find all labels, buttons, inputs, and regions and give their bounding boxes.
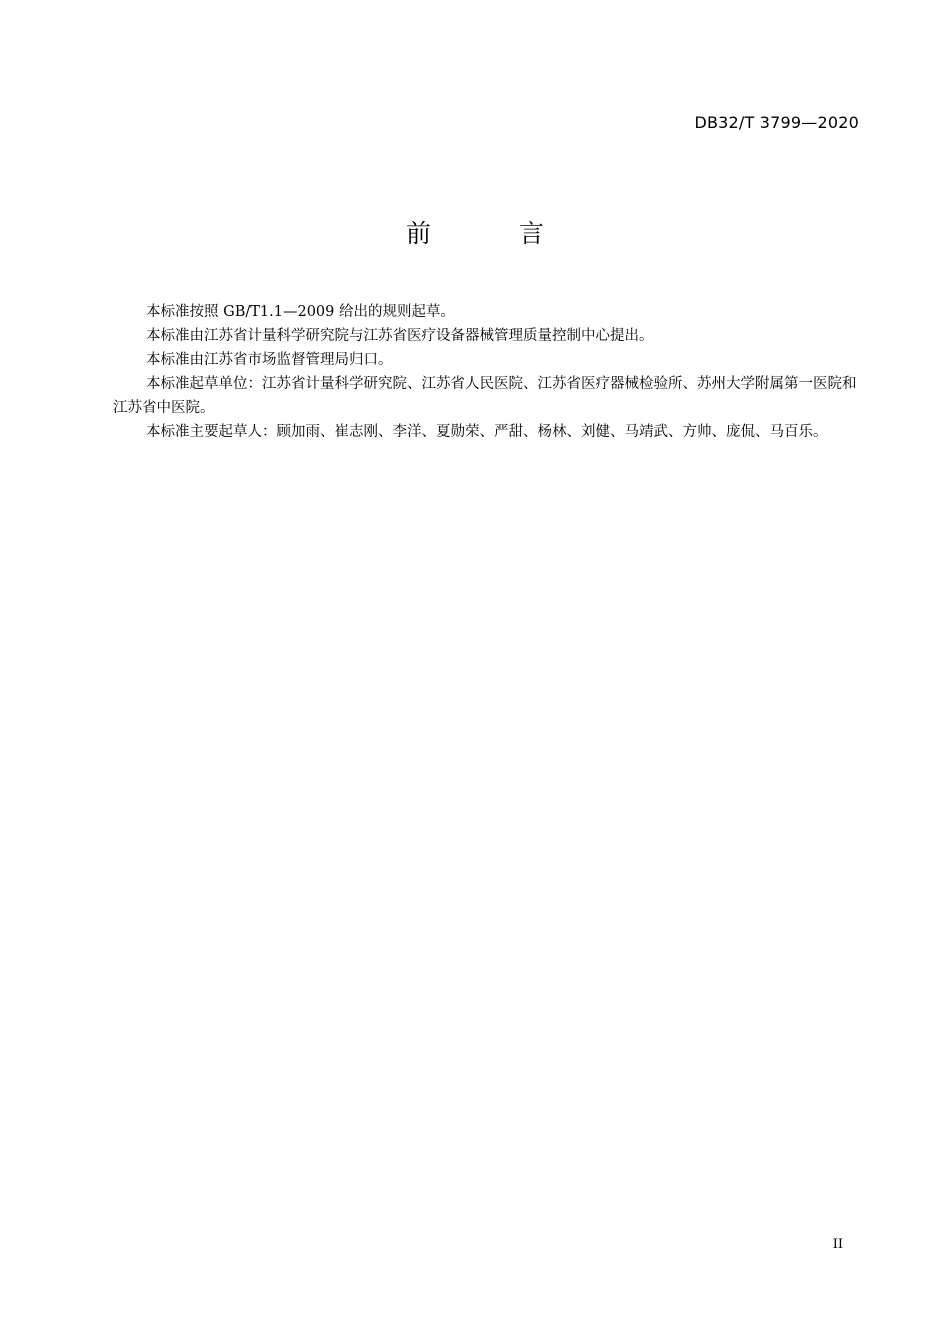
paragraph-drafting-units: 本标准起草单位：江苏省计量科学研究院、江苏省人民医院、江苏省医疗器械检验所、苏州大学附属第一医院和江苏省中医院。 [113, 376, 857, 416]
paragraph-main-drafters: 本标准主要起草人：顾加雨、崔志刚、李洋、夏勋荣、严甜、杨林、刘健、马靖武、方帅、庞侃、马百乐。 [146, 424, 828, 440]
page-number: II [832, 1237, 843, 1252]
paragraph-proposer: 本标准由江苏省计量科学研究院与江苏省医疗设备器械管理质量控制中心提出。 [146, 328, 654, 344]
paragraph-centralized-unit: 本标准由江苏省市场监督管理局归口。 [146, 352, 393, 368]
foreword-body [113, 300, 870, 444]
paragraph-drafting-rules: 本标准按照 GB/T1.1—2009 给出的规则起草。 [146, 304, 455, 320]
section-title: 前 言 [406, 219, 584, 248]
standard-number: DB32/T 3799—2020 [694, 113, 859, 132]
